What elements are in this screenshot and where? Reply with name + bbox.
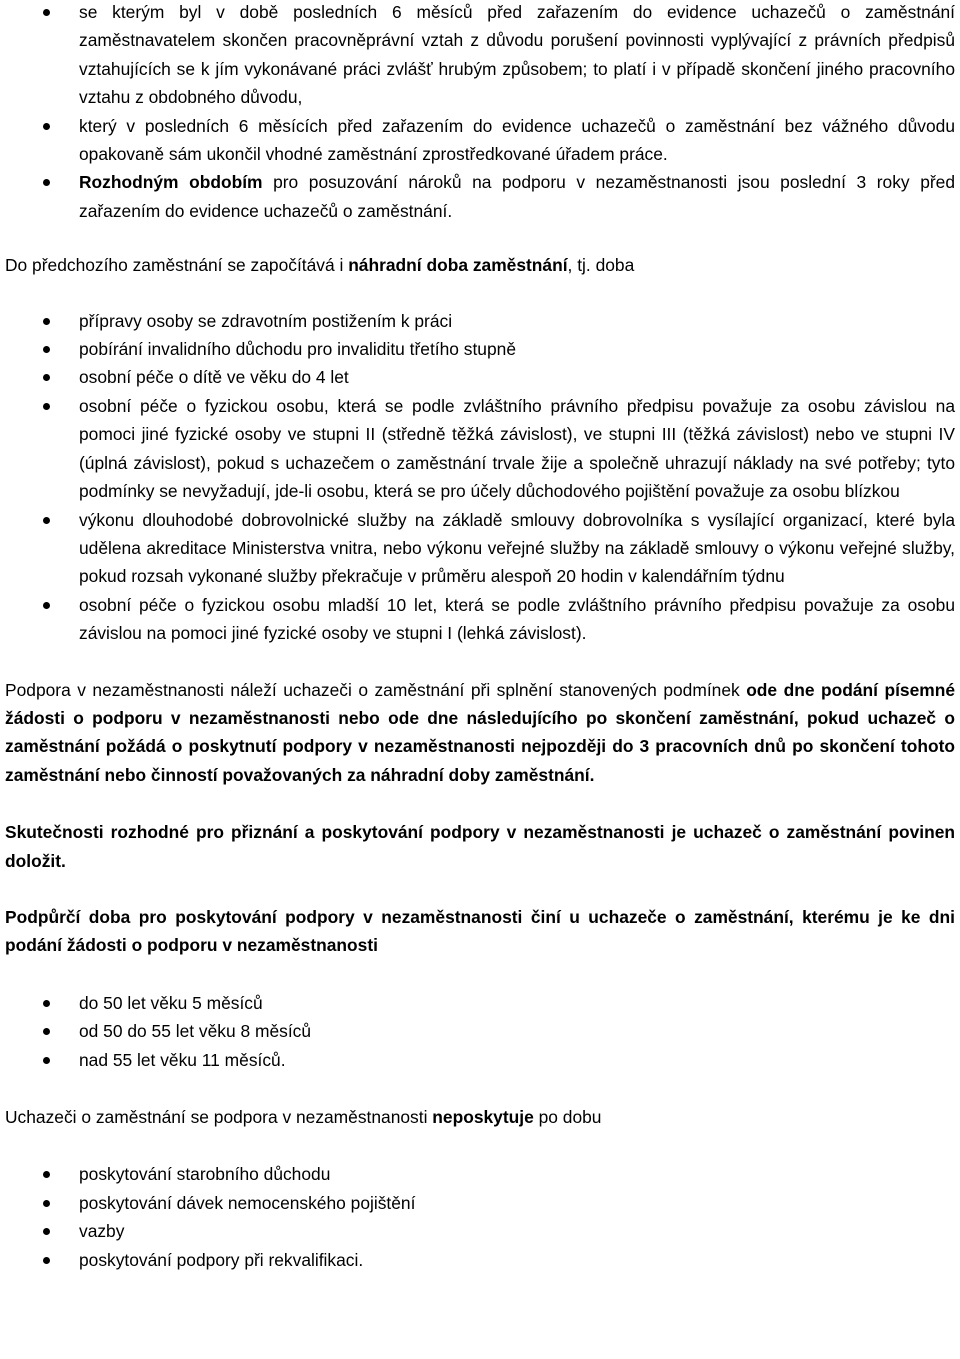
bullet-icon bbox=[43, 1057, 50, 1064]
facts-paragraph: Skutečnosti rozhodné pro přiznání a poskytování podpory v nezaměstnanosti je uchazeč o zaměstnání povinen doložit. bbox=[5, 822, 955, 871]
not-provided-paragraph: Uchazeči o zaměstnání se podpora v nezaměstnanosti neposkytuje po dobu bbox=[5, 1107, 602, 1127]
list-item: pobírání invalidního důchodu pro invaliditu třetího stupně bbox=[5, 335, 955, 363]
bullet-icon bbox=[43, 1171, 50, 1178]
list-item: od 50 do 55 let věku 8 měsíců bbox=[5, 1017, 955, 1045]
bullet-icon bbox=[43, 123, 50, 130]
list-item: poskytování dávek nemocenského pojištění bbox=[5, 1189, 955, 1217]
support-period-list bbox=[5, 989, 955, 1074]
list-item: přípravy osoby se zdravotním postižením k práci bbox=[5, 307, 955, 335]
list-item: který v posledních 6 měsících před zařazením do evidence uchazečů o zaměstnání bez vážného důvodu opakovaně sám ukončil vhodné zaměstnání zprostředkované úřadem práce. bbox=[5, 112, 955, 169]
list-item: Rozhodným obdobím pro posuzování nároků na podporu v nezaměstnanosti jsou poslední 3 roky před zařazením do evidence uchazečů o zaměstnání. bbox=[5, 168, 955, 225]
list-item: osobní péče o fyzickou osobu mladší 10 let, která se podle zvláštního právního předpisu považuje za osobu závislou na pomoci jiné fyzické osoby ve stupni I (lehká závislost). bbox=[5, 591, 955, 648]
disqualification-list bbox=[5, 0, 955, 225]
bullet-icon bbox=[43, 602, 50, 609]
bullet-icon bbox=[43, 1200, 50, 1207]
substitute-employment-paragraph: Do předchozího zaměstnání se započítává i náhradní doba zaměstnání, tj. doba bbox=[5, 255, 635, 276]
list-item: poskytování podpory při rekvalifikaci. bbox=[5, 1246, 955, 1274]
bullet-icon bbox=[43, 1257, 50, 1264]
bullet-icon bbox=[43, 517, 50, 524]
bullet-icon bbox=[43, 179, 50, 186]
bullet-icon bbox=[43, 1228, 50, 1235]
decisive-period-term: Rozhodným obdobím bbox=[79, 172, 263, 193]
list-item: výkonu dlouhodobé dobrovolnické služby na základě smlouvy dobrovolníka s vysílající organizací, které byla udělena akreditace Ministerstva vnitra, nebo výkonu veřejné služby na základě smlouvy o výkonu veřejné služby, pokud rozsah vykonané služby překračuje v průměru alespoň 20 hodin v kalendářním týdnu bbox=[5, 506, 955, 591]
substitute-employment-list bbox=[5, 307, 955, 648]
list-item: do 50 let věku 5 měsíců bbox=[5, 989, 955, 1017]
support-start-paragraph: Podpora v nezaměstnanosti náleží uchazeči o zaměstnání při splnění stanovených podmínek ode dne podání písemné žádosti o podporu v nezaměstnanosti nebo ode dne následujícího po skončení zaměstnání, pokud uchazeč o zaměstnání požádá o poskytnutí podpory v nezaměstnanosti nejpozději do 3 pracovních dnů po skončení tohoto zaměstnání nebo činností považovaných za náhradní doby zaměstnání. bbox=[5, 679, 955, 785]
bullet-icon bbox=[43, 1000, 50, 1007]
bullet-icon bbox=[43, 318, 50, 325]
list-item: osobní péče o fyzickou osobu, která se podle zvláštního právního předpisu považuje za osobu závislou na pomoci jiné fyzické osoby ve stupni II (středně těžká závislost), ve stupni III (těžká závislost) nebo ve stupni IV (úplná závislost), pokud s uchazečem o zaměstnání trvale žije a společně uhrazují náklady na své potřeby; tyto podmínky se nevyžadují, jde-li osobu, která se pro účely důchodového pojištění považuje za osobu blízkou bbox=[5, 392, 955, 506]
bullet-icon bbox=[43, 1028, 50, 1035]
bullet-icon bbox=[43, 9, 50, 16]
bullet-icon bbox=[43, 374, 50, 381]
support-period-paragraph: Podpůrčí doba pro poskytování podpory v nezaměstnanosti činí u uchazeče o zaměstnání, kterému je ke dni podání žádosti o podporu v nezaměstnanosti bbox=[5, 906, 955, 956]
list-item: nad 55 let věku 11 měsíců. bbox=[5, 1046, 955, 1074]
not-provided-list bbox=[5, 1160, 955, 1274]
list-item: se kterým byl v době posledních 6 měsíců před zařazením do evidence uchazečů o zaměstnání zaměstnavatelem skončen pracovněprávní vztah z důvodu porušení povinnosti vyplývající z právních předpisů vztahujících se k jím vykonávané práci zvlášť hrubým způsobem; to platí i v případě skončení jiného pracovního vztahu z obdobného důvodu, bbox=[5, 0, 955, 112]
list-item: osobní péče o dítě ve věku do 4 let bbox=[5, 363, 955, 391]
list-item: vazby bbox=[5, 1217, 955, 1245]
bullet-icon bbox=[43, 346, 50, 353]
list-item: poskytování starobního důchodu bbox=[5, 1160, 955, 1188]
bullet-icon bbox=[43, 403, 50, 410]
